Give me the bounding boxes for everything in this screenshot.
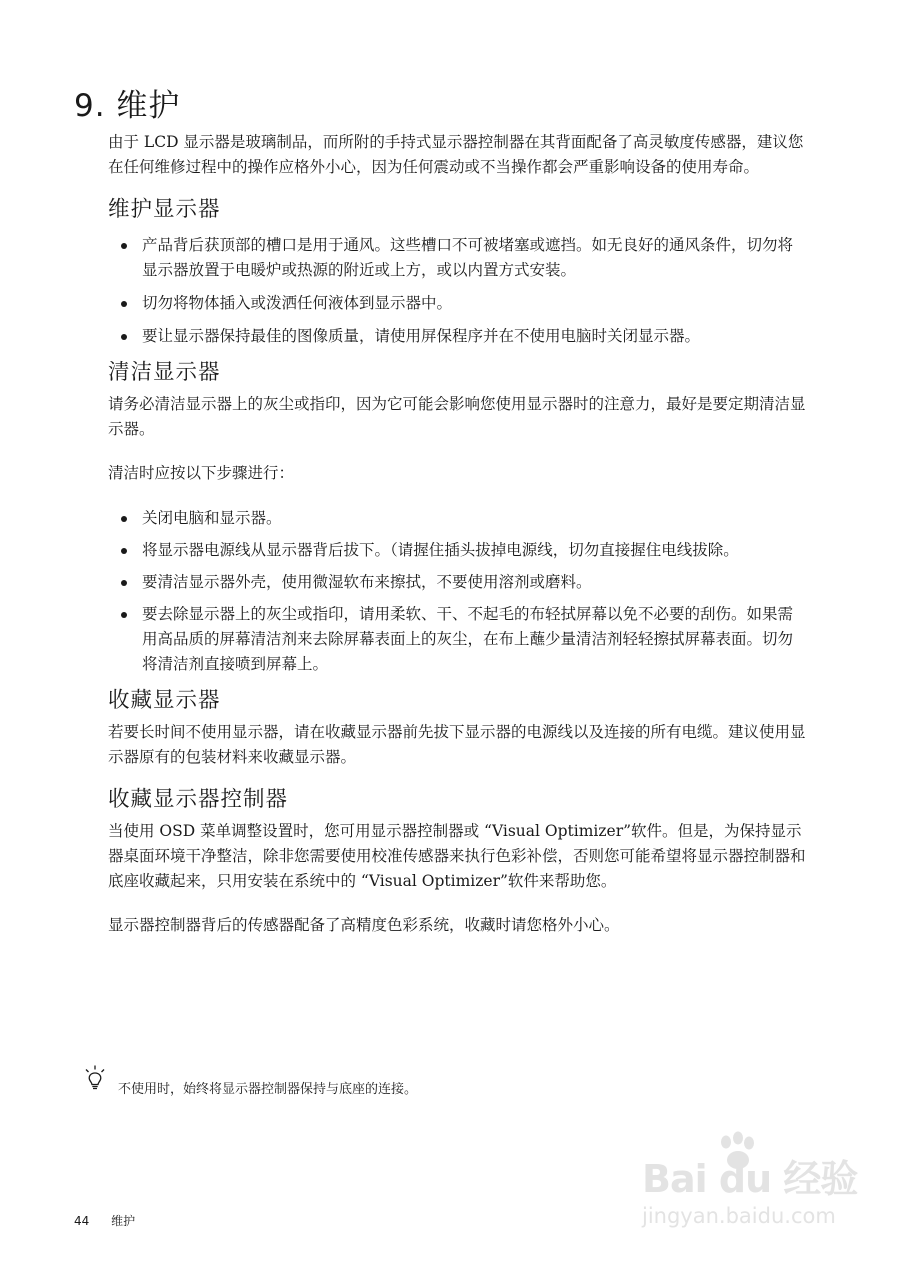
list-item: 要让显示器保持最佳的图像质量，请使用屏保程序并在不使用电脑时关闭显示器。 (108, 324, 808, 349)
sensor-caution-paragraph: 显示器控制器背后的传感器配备了高精度色彩系统，收藏时请您格外小心。 (108, 916, 620, 934)
section-heading-clean-monitor: 清洁显示器 (108, 360, 221, 385)
lightbulb-icon (80, 1064, 110, 1094)
footer-label: 维护 (111, 1214, 136, 1228)
list-item: 要清洁显示器外壳，使用微湿软布来擦拭，不要使用溶剂或磨料。 (108, 570, 808, 595)
list-item: 将显示器电源线从显示器背后拔下。（请握住插头拔掉电源线，切勿直接握住电线拔除。 (108, 538, 808, 563)
section-heading-maintain-monitor: 维护显示器 (108, 197, 221, 222)
maintain-monitor-list (108, 233, 808, 349)
watermark-url: jingyan.baidu.com (642, 1204, 836, 1228)
intro-paragraph: 由于 LCD 显示器是玻璃制品，而所附的手持式显示器控制器在其背面配备了高灵敏度传感器，建议您在任何维修过程中的操作应格外小心，因为任何震动或不当操作都会严重影响设备的使用寿命。 (108, 133, 804, 176)
watermark-brand: Bai du 经验 (642, 1157, 858, 1201)
clean-steps-intro: 清洁时应按以下步骤进行： (108, 464, 295, 482)
page-number: 44 (74, 1214, 90, 1228)
tip-text: 不使用时，始终将显示器控制器保持与底座的连接。 (118, 1082, 418, 1097)
list-item: 要去除显示器上的灰尘或指印，请用柔软、干、不起毛的布轻拭屏幕以免不必要的刮伤。如果需用高品质的屏幕清洁剂来去除屏幕表面上的灰尘，在布上蘸少量清洁剂轻轻擦拭屏幕表面。切勿将清洁剂直接喷到屏幕上。 (108, 602, 808, 677)
list-item: 切勿将物体插入或泼洒任何液体到显示器中。 (108, 291, 808, 316)
section-heading-store-monitor: 收藏显示器 (108, 688, 221, 713)
clean-monitor-paragraph: 请务必清洁显示器上的灰尘或指印，因为它可能会影响您使用显示器时的注意力，最好是要定期清洁显示器。 (108, 395, 806, 438)
page-footer (74, 1212, 135, 1229)
store-controller-paragraph: 当使用 OSD 菜单调整设置时，您可用显示器控制器或 “Visual Optimizer”软件。但是，为保持显示器桌面环境干净整洁，除非您需要使用校准传感器来执行色彩补偿，否则您可能希望将显示器控制器和底座收藏起来，只用安装在系统中的 “Visual Optimizer”软件来帮助您。 (108, 822, 806, 890)
store-monitor-paragraph: 若要长时间不使用显示器，请在收藏显示器前先拔下显示器的电源线以及连接的所有电缆。建议使用显示器原有的包装材料来收藏显示器。 (108, 723, 806, 766)
clean-steps-list (108, 506, 808, 677)
list-item: 关闭电脑和显示器。 (108, 506, 808, 531)
baidu-watermark (628, 1140, 868, 1240)
list-item: 产品背后获顶部的槽口是用于通风。这些槽口不可被堵塞或遮挡。如无良好的通风条件，切勿将显示器放置于电暖炉或热源的附近或上方，或以内置方式安装。 (108, 233, 808, 283)
page-title: 9. 维护 (74, 88, 181, 124)
page-content (108, 130, 808, 938)
section-heading-store-controller: 收藏显示器控制器 (108, 787, 289, 812)
